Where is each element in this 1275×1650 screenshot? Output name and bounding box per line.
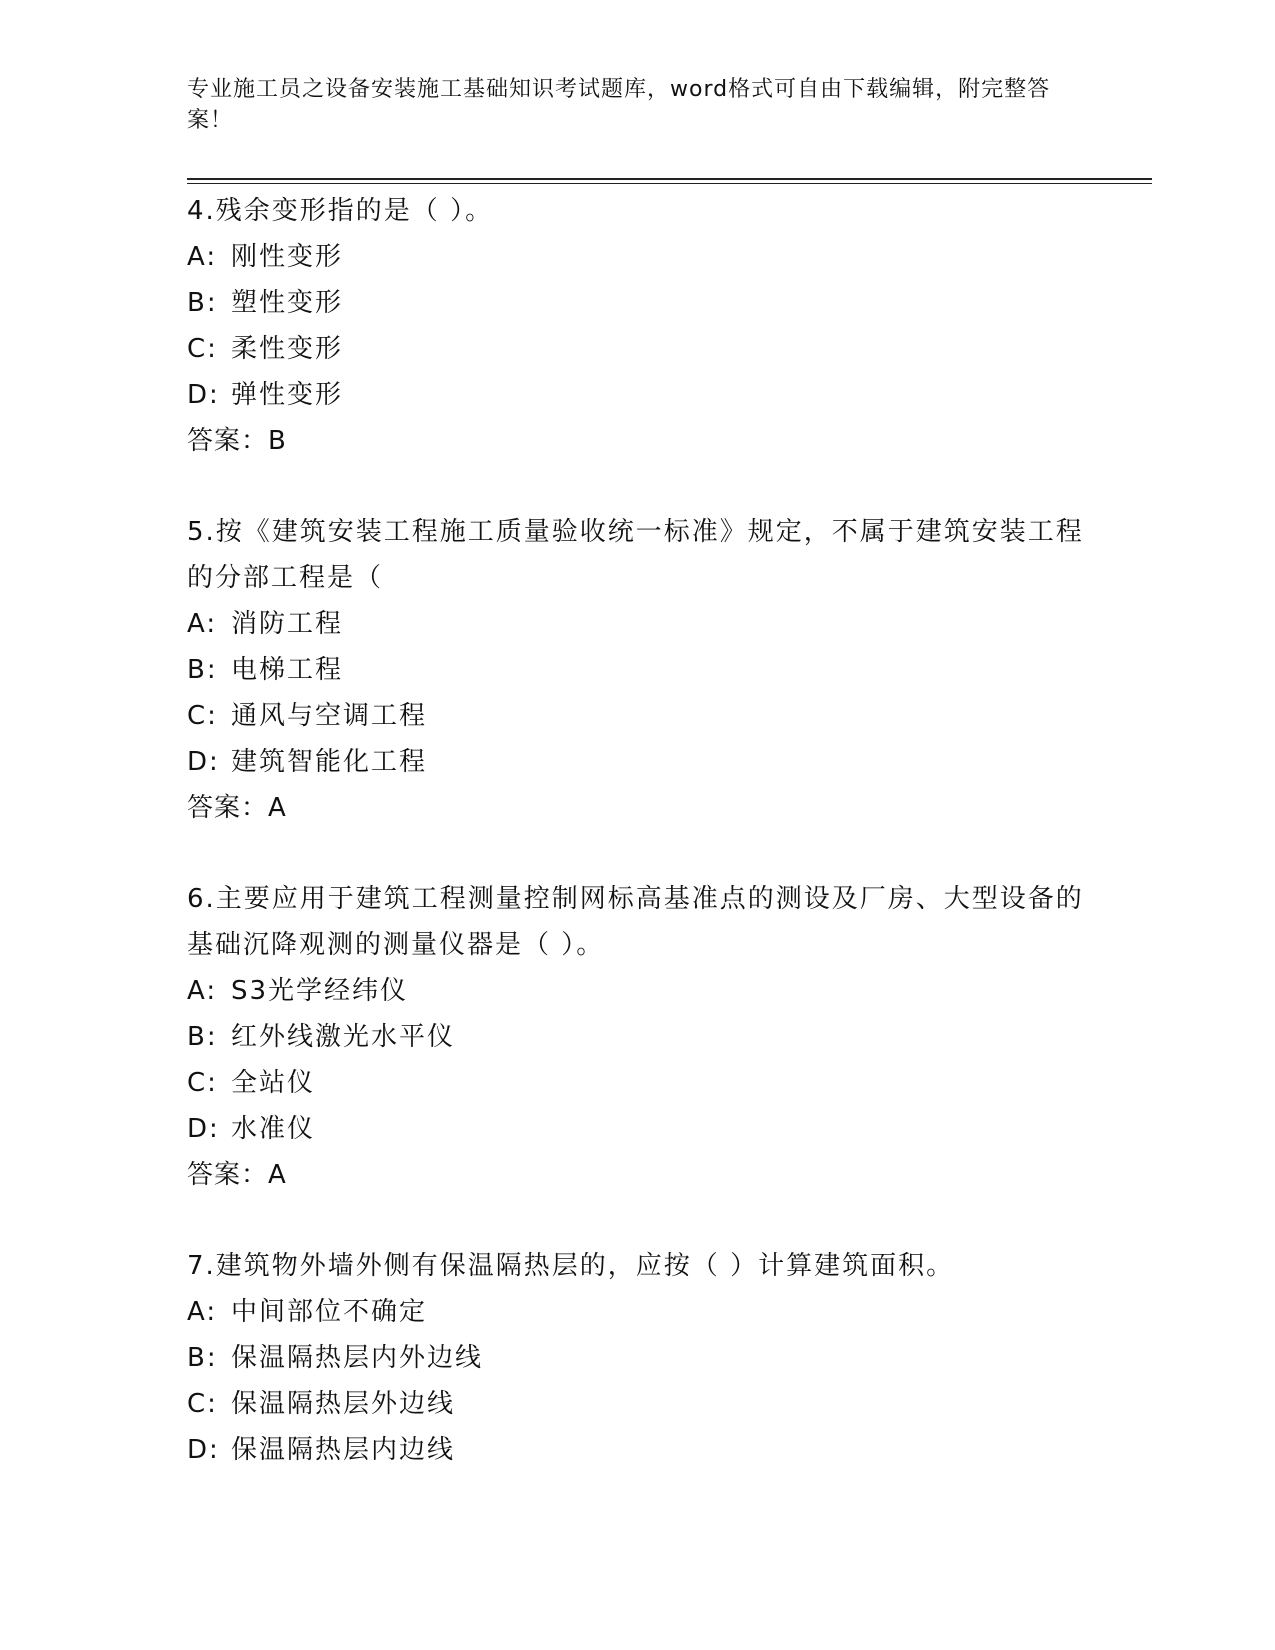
option-c bbox=[187, 693, 1087, 739]
option-b bbox=[187, 1335, 1087, 1381]
option-text: 通风与空调工程 bbox=[231, 701, 428, 731]
option-c bbox=[187, 1060, 1087, 1106]
option-d bbox=[187, 739, 1087, 785]
option-a bbox=[187, 234, 1087, 280]
question-text: 7.建筑物外墙外侧有保温隔热层的，应按（ ）计算建筑面积。 bbox=[187, 1251, 955, 1281]
option-letter: A: bbox=[187, 609, 218, 639]
answer-line: 答案：A bbox=[187, 1160, 287, 1190]
option-letter: C: bbox=[187, 1389, 218, 1419]
option-letter: A: bbox=[187, 1297, 218, 1327]
option-text: 电梯工程 bbox=[231, 655, 344, 685]
option-text: 全站仪 bbox=[231, 1068, 316, 1098]
header-divider bbox=[187, 178, 1152, 184]
option-text: 保温隔热层内边线 bbox=[231, 1435, 456, 1465]
question-text: 4.残余变形指的是（ ）。 bbox=[187, 196, 494, 226]
option-text: 红外线激光水平仪 bbox=[231, 1022, 456, 1052]
option-text: 塑性变形 bbox=[231, 288, 344, 318]
option-letter: D: bbox=[187, 1435, 220, 1465]
option-letter: C: bbox=[187, 1068, 218, 1098]
question-text: 5.按《建筑安装工程施工质量验收统一标准》规定，不属于建筑安装工程的分部工程是（ bbox=[187, 517, 1084, 593]
question-5 bbox=[187, 509, 1087, 831]
question-6 bbox=[187, 876, 1087, 1198]
option-a bbox=[187, 968, 1087, 1014]
question-list bbox=[187, 188, 1087, 1518]
answer-line: 答案：B bbox=[187, 426, 287, 456]
option-c bbox=[187, 326, 1087, 372]
question-text: 6.主要应用于建筑工程测量控制网标高基准点的测设及厂房、大型设备的基础沉降观测的测量仪器是（ ）。 bbox=[187, 884, 1084, 960]
option-letter: A: bbox=[187, 976, 218, 1006]
option-text: 刚性变形 bbox=[231, 242, 344, 272]
question-7 bbox=[187, 1243, 1087, 1473]
option-text: S3光学经纬仪 bbox=[231, 976, 409, 1006]
page-header: 专业施工员之设备安装施工基础知识考试题库，word格式可自由下载编辑，附完整答案！ bbox=[187, 77, 1051, 133]
option-a bbox=[187, 1289, 1087, 1335]
option-d bbox=[187, 372, 1087, 418]
option-text: 中间部位不确定 bbox=[231, 1297, 428, 1327]
option-d bbox=[187, 1427, 1087, 1473]
option-text: 柔性变形 bbox=[231, 334, 344, 364]
option-b bbox=[187, 1014, 1087, 1060]
option-letter: A: bbox=[187, 242, 218, 272]
answer-line: 答案：A bbox=[187, 793, 287, 823]
option-letter: B: bbox=[187, 1022, 218, 1052]
option-letter: C: bbox=[187, 334, 218, 364]
option-text: 保温隔热层外边线 bbox=[231, 1389, 456, 1419]
option-letter: D: bbox=[187, 1114, 220, 1144]
option-letter: B: bbox=[187, 655, 218, 685]
option-a bbox=[187, 601, 1087, 647]
option-b bbox=[187, 647, 1087, 693]
option-letter: B: bbox=[187, 1343, 218, 1373]
option-d bbox=[187, 1106, 1087, 1152]
option-letter: C: bbox=[187, 701, 218, 731]
option-text: 建筑智能化工程 bbox=[231, 747, 428, 777]
option-text: 水准仪 bbox=[231, 1114, 316, 1144]
option-letter: D: bbox=[187, 747, 220, 777]
option-c bbox=[187, 1381, 1087, 1427]
question-4 bbox=[187, 188, 1087, 464]
option-text: 保温隔热层内外边线 bbox=[231, 1343, 484, 1373]
option-letter: B: bbox=[187, 288, 218, 318]
option-text: 弹性变形 bbox=[231, 380, 344, 410]
option-letter: D: bbox=[187, 380, 220, 410]
option-b bbox=[187, 280, 1087, 326]
option-text: 消防工程 bbox=[231, 609, 344, 639]
